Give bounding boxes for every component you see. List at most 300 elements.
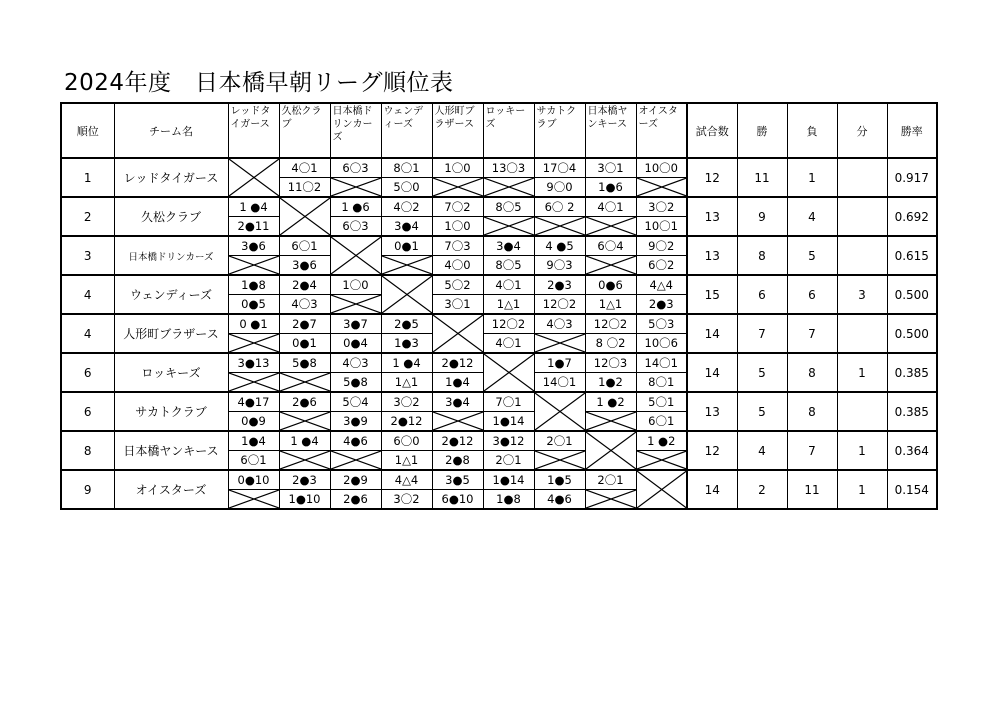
result-cell <box>636 236 687 275</box>
game-score: 10〇1 <box>644 219 678 233</box>
game-score: 9〇2 <box>637 237 687 256</box>
game-score: 1 ●6 <box>331 198 381 217</box>
losses-cell: 7 <box>787 314 837 353</box>
game-score: 5●8 <box>343 375 368 389</box>
draws-cell <box>837 197 887 236</box>
team-name-cell: オイスターズ <box>114 470 228 509</box>
game-score: 14〇1 <box>542 375 577 389</box>
table-row <box>61 275 937 314</box>
result-cell <box>279 431 330 470</box>
game-score: 2〇1 <box>495 453 522 467</box>
rank-cell: 1 <box>61 158 114 197</box>
game-score: 4△4 <box>382 471 432 490</box>
rank-cell: 8 <box>61 431 114 470</box>
result-cell <box>228 158 279 197</box>
cross-mark-icon <box>331 295 381 313</box>
header-opponent: レッドタイガース <box>228 103 279 158</box>
game-score: 7〇2 <box>433 198 483 217</box>
result-cell <box>432 392 483 431</box>
losses-cell: 11 <box>787 470 837 509</box>
cross-mark-icon <box>229 490 279 508</box>
result-cell <box>330 431 381 470</box>
game-score: 4〇3 <box>291 297 318 311</box>
game-score: 8〇5 <box>484 198 534 217</box>
result-cell <box>432 236 483 275</box>
result-cell <box>534 197 585 236</box>
result-cell <box>636 314 687 353</box>
result-cell <box>330 236 381 275</box>
game-score: 2●9 <box>331 471 381 490</box>
game-score: 3●9 <box>343 414 368 428</box>
team-name-cell: 人形町ブラザース <box>114 314 228 353</box>
unplayed-game-cross <box>586 412 636 430</box>
rank-cell: 9 <box>61 470 114 509</box>
games-cell: 14 <box>687 353 737 392</box>
game-score: 1△1 <box>496 297 521 311</box>
result-cell <box>228 392 279 431</box>
header-row <box>61 103 937 158</box>
result-cell <box>636 392 687 431</box>
game-score: 4●6 <box>331 432 381 451</box>
game-score: 0●10 <box>229 471 279 490</box>
game-score: 3〇1 <box>444 297 471 311</box>
header-opponent: 人形町ブラザース <box>432 103 483 158</box>
result-cell <box>432 275 483 314</box>
cross-mark-icon <box>484 178 534 196</box>
cross-mark-icon <box>331 237 381 274</box>
result-cell <box>381 158 432 197</box>
game-score: 1●14 <box>484 471 534 490</box>
rank-cell: 2 <box>61 197 114 236</box>
result-cell <box>228 236 279 275</box>
unplayed-game-cross <box>331 178 381 196</box>
game-score: 8〇1 <box>382 159 432 178</box>
game-score: 1●4 <box>229 432 279 451</box>
standings-table <box>60 102 938 510</box>
wins-cell: 5 <box>737 353 787 392</box>
draws-cell: 3 <box>837 275 887 314</box>
cross-mark-icon <box>331 178 381 196</box>
result-cell <box>585 353 636 392</box>
result-cell <box>330 314 381 353</box>
game-score: 2●12 <box>433 354 483 373</box>
losses-cell: 1 <box>787 158 837 197</box>
game-score: 2●12 <box>433 432 483 451</box>
cross-mark-icon <box>637 471 687 508</box>
game-score: 5〇4 <box>331 393 381 412</box>
draws-cell <box>837 236 887 275</box>
game-score: 7〇3 <box>433 237 483 256</box>
result-cell <box>585 314 636 353</box>
game-score: 6〇1 <box>648 414 675 428</box>
header-opponent: ウェンディーズ <box>381 103 432 158</box>
game-score: 1●5 <box>535 471 585 490</box>
cross-mark-icon <box>280 198 330 235</box>
result-cell <box>432 314 483 353</box>
unplayed-game-cross <box>229 256 279 274</box>
game-score: 2●3 <box>648 297 674 311</box>
result-cell <box>381 392 432 431</box>
result-cell <box>483 275 534 314</box>
game-score: 4〇1 <box>586 198 636 217</box>
result-cell <box>534 392 585 431</box>
game-score: 1●10 <box>288 492 321 506</box>
game-score: 12〇3 <box>586 354 636 373</box>
cross-mark-icon <box>586 490 636 508</box>
unplayed-game-cross <box>637 178 687 196</box>
unplayed-game-cross <box>229 490 279 508</box>
unplayed-game-cross <box>382 256 432 274</box>
pct-cell: 0.500 <box>887 314 937 353</box>
game-score: 4〇3 <box>535 315 585 334</box>
game-score: 3●5 <box>433 471 483 490</box>
game-score: 1〇0 <box>444 219 471 233</box>
game-score: 8 〇2 <box>595 336 626 350</box>
game-score: 1 ●4 <box>382 354 432 373</box>
pct-cell: 0.154 <box>887 470 937 509</box>
unplayed-game-cross <box>484 217 534 235</box>
result-cell <box>228 275 279 314</box>
header-opponent: ロッキーズ <box>483 103 534 158</box>
cross-mark-icon <box>433 178 483 196</box>
games-cell: 14 <box>687 470 737 509</box>
result-cell <box>228 197 279 236</box>
result-cell <box>534 431 585 470</box>
cross-mark-icon <box>382 276 432 313</box>
cross-mark-icon <box>637 178 687 196</box>
unplayed-game-cross <box>535 451 585 469</box>
result-cell <box>228 470 279 509</box>
self-match-cross <box>229 159 279 196</box>
game-score: 0●6 <box>586 276 636 295</box>
game-score: 3●13 <box>229 354 279 373</box>
team-name-cell: ウェンディーズ <box>114 275 228 314</box>
result-cell <box>483 392 534 431</box>
result-cell <box>534 314 585 353</box>
unplayed-game-cross <box>433 412 483 430</box>
cross-mark-icon <box>229 334 279 352</box>
wins-cell: 2 <box>737 470 787 509</box>
game-score: 3●4 <box>484 237 534 256</box>
unplayed-game-cross <box>280 412 330 430</box>
result-cell <box>381 470 432 509</box>
game-score: 3〇1 <box>586 159 636 178</box>
result-cell <box>585 158 636 197</box>
result-cell <box>279 470 330 509</box>
result-cell <box>636 431 687 470</box>
self-match-cross <box>484 354 534 391</box>
cross-mark-icon <box>331 451 381 469</box>
header-opponent: 日本橋ドリンカーズ <box>330 103 381 158</box>
rank-cell: 4 <box>61 314 114 353</box>
wins-cell: 5 <box>737 392 787 431</box>
team-name-cell: ロッキーズ <box>114 353 228 392</box>
result-cell <box>636 197 687 236</box>
result-cell <box>432 431 483 470</box>
game-score: 1●4 <box>445 375 470 389</box>
game-score: 6〇4 <box>586 237 636 256</box>
game-score: 4●17 <box>229 393 279 412</box>
game-score: 2〇1 <box>586 471 636 490</box>
game-score: 4〇0 <box>444 258 471 272</box>
cross-mark-icon <box>280 412 330 430</box>
result-cell <box>279 314 330 353</box>
game-score: 10〇6 <box>644 336 678 350</box>
table-row <box>61 353 937 392</box>
unplayed-game-cross <box>280 451 330 469</box>
cross-mark-icon <box>535 334 585 352</box>
game-score: 1 ●4 <box>280 432 330 451</box>
game-score: 6〇3 <box>331 159 381 178</box>
pct-cell: 0.692 <box>887 197 937 236</box>
draws-cell: 1 <box>837 431 887 470</box>
draws-cell <box>837 314 887 353</box>
game-score: 4〇1 <box>280 159 330 178</box>
cross-mark-icon <box>229 159 279 196</box>
team-name-cell: レッドタイガース <box>114 158 228 197</box>
table-row <box>61 236 937 275</box>
game-score: 4●6 <box>547 492 572 506</box>
draws-cell: 1 <box>837 353 887 392</box>
losses-cell: 7 <box>787 431 837 470</box>
result-cell <box>483 353 534 392</box>
game-score: 1 ●2 <box>637 432 687 451</box>
header-team: チーム名 <box>114 103 228 158</box>
rank-cell: 6 <box>61 353 114 392</box>
result-cell <box>483 470 534 509</box>
game-score: 5〇3 <box>637 315 687 334</box>
header-opponent: 日本橋ヤンキース <box>585 103 636 158</box>
cross-mark-icon <box>229 256 279 274</box>
unplayed-game-cross <box>586 256 636 274</box>
result-cell <box>585 431 636 470</box>
rank-cell: 6 <box>61 392 114 431</box>
losses-cell: 4 <box>787 197 837 236</box>
game-score: 6〇0 <box>382 432 432 451</box>
header-wins: 勝 <box>737 103 787 158</box>
header-opponent: 久松クラブ <box>279 103 330 158</box>
game-score: 2●4 <box>280 276 330 295</box>
result-cell <box>534 353 585 392</box>
game-score: 8〇5 <box>495 258 522 272</box>
standings-body <box>61 158 937 509</box>
game-score: 3〇2 <box>637 198 687 217</box>
game-score: 5〇0 <box>393 180 420 194</box>
self-match-cross <box>637 471 687 508</box>
result-cell <box>636 275 687 314</box>
cross-mark-icon <box>484 217 534 235</box>
unplayed-game-cross <box>637 451 687 469</box>
self-match-cross <box>331 237 381 274</box>
game-score: 2●12 <box>390 414 423 428</box>
unplayed-game-cross <box>229 373 279 391</box>
unplayed-game-cross <box>535 217 585 235</box>
rank-cell: 3 <box>61 236 114 275</box>
game-score: 9〇3 <box>546 258 573 272</box>
games-cell: 13 <box>687 392 737 431</box>
result-cell <box>330 470 381 509</box>
wins-cell: 7 <box>737 314 787 353</box>
self-match-cross <box>586 432 636 469</box>
result-cell <box>483 236 534 275</box>
game-score: 1△1 <box>598 297 623 311</box>
result-cell <box>381 314 432 353</box>
result-cell <box>636 158 687 197</box>
game-score: 0●1 <box>292 336 317 350</box>
header-games: 試合数 <box>687 103 737 158</box>
pct-cell: 0.385 <box>887 392 937 431</box>
result-cell <box>279 197 330 236</box>
game-score: 7〇1 <box>484 393 534 412</box>
wins-cell: 4 <box>737 431 787 470</box>
unplayed-game-cross <box>331 451 381 469</box>
game-score: 3●6 <box>292 258 317 272</box>
cross-mark-icon <box>586 432 636 469</box>
game-score: 6〇1 <box>240 453 267 467</box>
game-score: 2●11 <box>237 219 270 233</box>
cross-mark-icon <box>280 373 330 391</box>
header-losses: 負 <box>787 103 837 158</box>
table-row <box>61 158 937 197</box>
unplayed-game-cross <box>586 217 636 235</box>
draws-cell: 1 <box>837 470 887 509</box>
page-title: 2024年度 日本橋早朝リーグ順位表 <box>64 70 454 96</box>
game-score: 1●14 <box>492 414 525 428</box>
game-score: 0●9 <box>241 414 266 428</box>
game-score: 1●8 <box>496 492 521 506</box>
result-cell <box>483 314 534 353</box>
result-cell <box>585 470 636 509</box>
game-score: 1〇0 <box>433 159 483 178</box>
result-cell <box>330 158 381 197</box>
result-cell <box>483 431 534 470</box>
game-score: 8〇1 <box>648 375 675 389</box>
header-pct: 勝率 <box>887 103 937 158</box>
result-cell <box>432 470 483 509</box>
game-score: 4〇1 <box>495 336 522 350</box>
unplayed-game-cross <box>535 334 585 352</box>
result-cell <box>279 236 330 275</box>
result-cell <box>483 158 534 197</box>
game-score: 6〇1 <box>280 237 330 256</box>
result-cell <box>432 197 483 236</box>
game-score: 2●5 <box>382 315 432 334</box>
game-score: 4〇2 <box>382 198 432 217</box>
self-match-cross <box>433 315 483 352</box>
header-opponent: オイスターズ <box>636 103 687 158</box>
team-name-cell: サカトクラブ <box>114 392 228 431</box>
game-score: 2●6 <box>280 393 330 412</box>
rank-cell: 4 <box>61 275 114 314</box>
game-score: 14〇1 <box>637 354 687 373</box>
pct-cell: 0.615 <box>887 236 937 275</box>
unplayed-game-cross <box>586 490 636 508</box>
game-score: 0●5 <box>241 297 266 311</box>
unplayed-game-cross <box>331 295 381 313</box>
losses-cell: 8 <box>787 392 837 431</box>
game-score: 12〇2 <box>542 297 577 311</box>
pct-cell: 0.364 <box>887 431 937 470</box>
game-score: 9〇0 <box>546 180 573 194</box>
result-cell <box>228 314 279 353</box>
result-cell <box>432 353 483 392</box>
result-cell <box>381 197 432 236</box>
game-score: 3〇2 <box>382 393 432 412</box>
header-rank: 順位 <box>61 103 114 158</box>
wins-cell: 11 <box>737 158 787 197</box>
result-cell <box>381 431 432 470</box>
result-cell <box>228 353 279 392</box>
game-score: 12〇2 <box>484 315 534 334</box>
game-score: 4 ●5 <box>535 237 585 256</box>
game-score: 6〇 2 <box>535 198 585 217</box>
header-draws: 分 <box>837 103 887 158</box>
game-score: 3〇2 <box>393 492 420 506</box>
result-cell <box>534 236 585 275</box>
game-score: 11〇2 <box>287 180 322 194</box>
game-score: 4〇1 <box>484 276 534 295</box>
game-score: 0●1 <box>382 237 432 256</box>
game-score: 13〇3 <box>484 159 534 178</box>
pct-cell: 0.500 <box>887 275 937 314</box>
game-score: 1●8 <box>229 276 279 295</box>
game-score: 2●8 <box>445 453 470 467</box>
result-cell <box>381 236 432 275</box>
result-cell <box>585 392 636 431</box>
table-row <box>61 314 937 353</box>
game-score: 1●2 <box>598 375 623 389</box>
game-score: 1△1 <box>394 453 419 467</box>
result-cell <box>381 275 432 314</box>
games-cell: 13 <box>687 197 737 236</box>
cross-mark-icon <box>382 256 432 274</box>
cross-mark-icon <box>586 256 636 274</box>
result-cell <box>330 275 381 314</box>
table-row <box>61 392 937 431</box>
result-cell <box>330 197 381 236</box>
game-score: 1 ●4 <box>229 198 279 217</box>
team-name-cell: 日本橋ヤンキース <box>114 431 228 470</box>
result-cell <box>534 470 585 509</box>
games-cell: 13 <box>687 236 737 275</box>
result-cell <box>381 353 432 392</box>
header-opponent: サカトクラブ <box>534 103 585 158</box>
self-match-cross <box>535 393 585 430</box>
game-score: 1●7 <box>535 354 585 373</box>
result-cell <box>585 236 636 275</box>
pct-cell: 0.917 <box>887 158 937 197</box>
games-cell: 15 <box>687 275 737 314</box>
game-score: 1 ●2 <box>586 393 636 412</box>
cross-mark-icon <box>586 412 636 430</box>
result-cell <box>483 197 534 236</box>
cross-mark-icon <box>484 354 534 391</box>
result-cell <box>330 353 381 392</box>
result-cell <box>279 275 330 314</box>
result-cell <box>279 158 330 197</box>
game-score: 1△1 <box>394 375 419 389</box>
unplayed-game-cross <box>433 178 483 196</box>
games-cell: 12 <box>687 158 737 197</box>
table-row <box>61 197 937 236</box>
game-score: 3●6 <box>229 237 279 256</box>
cross-mark-icon <box>433 315 483 352</box>
draws-cell <box>837 158 887 197</box>
game-score: 3●4 <box>394 219 419 233</box>
game-score: 2●3 <box>535 276 585 295</box>
result-cell <box>279 392 330 431</box>
unplayed-game-cross <box>280 373 330 391</box>
